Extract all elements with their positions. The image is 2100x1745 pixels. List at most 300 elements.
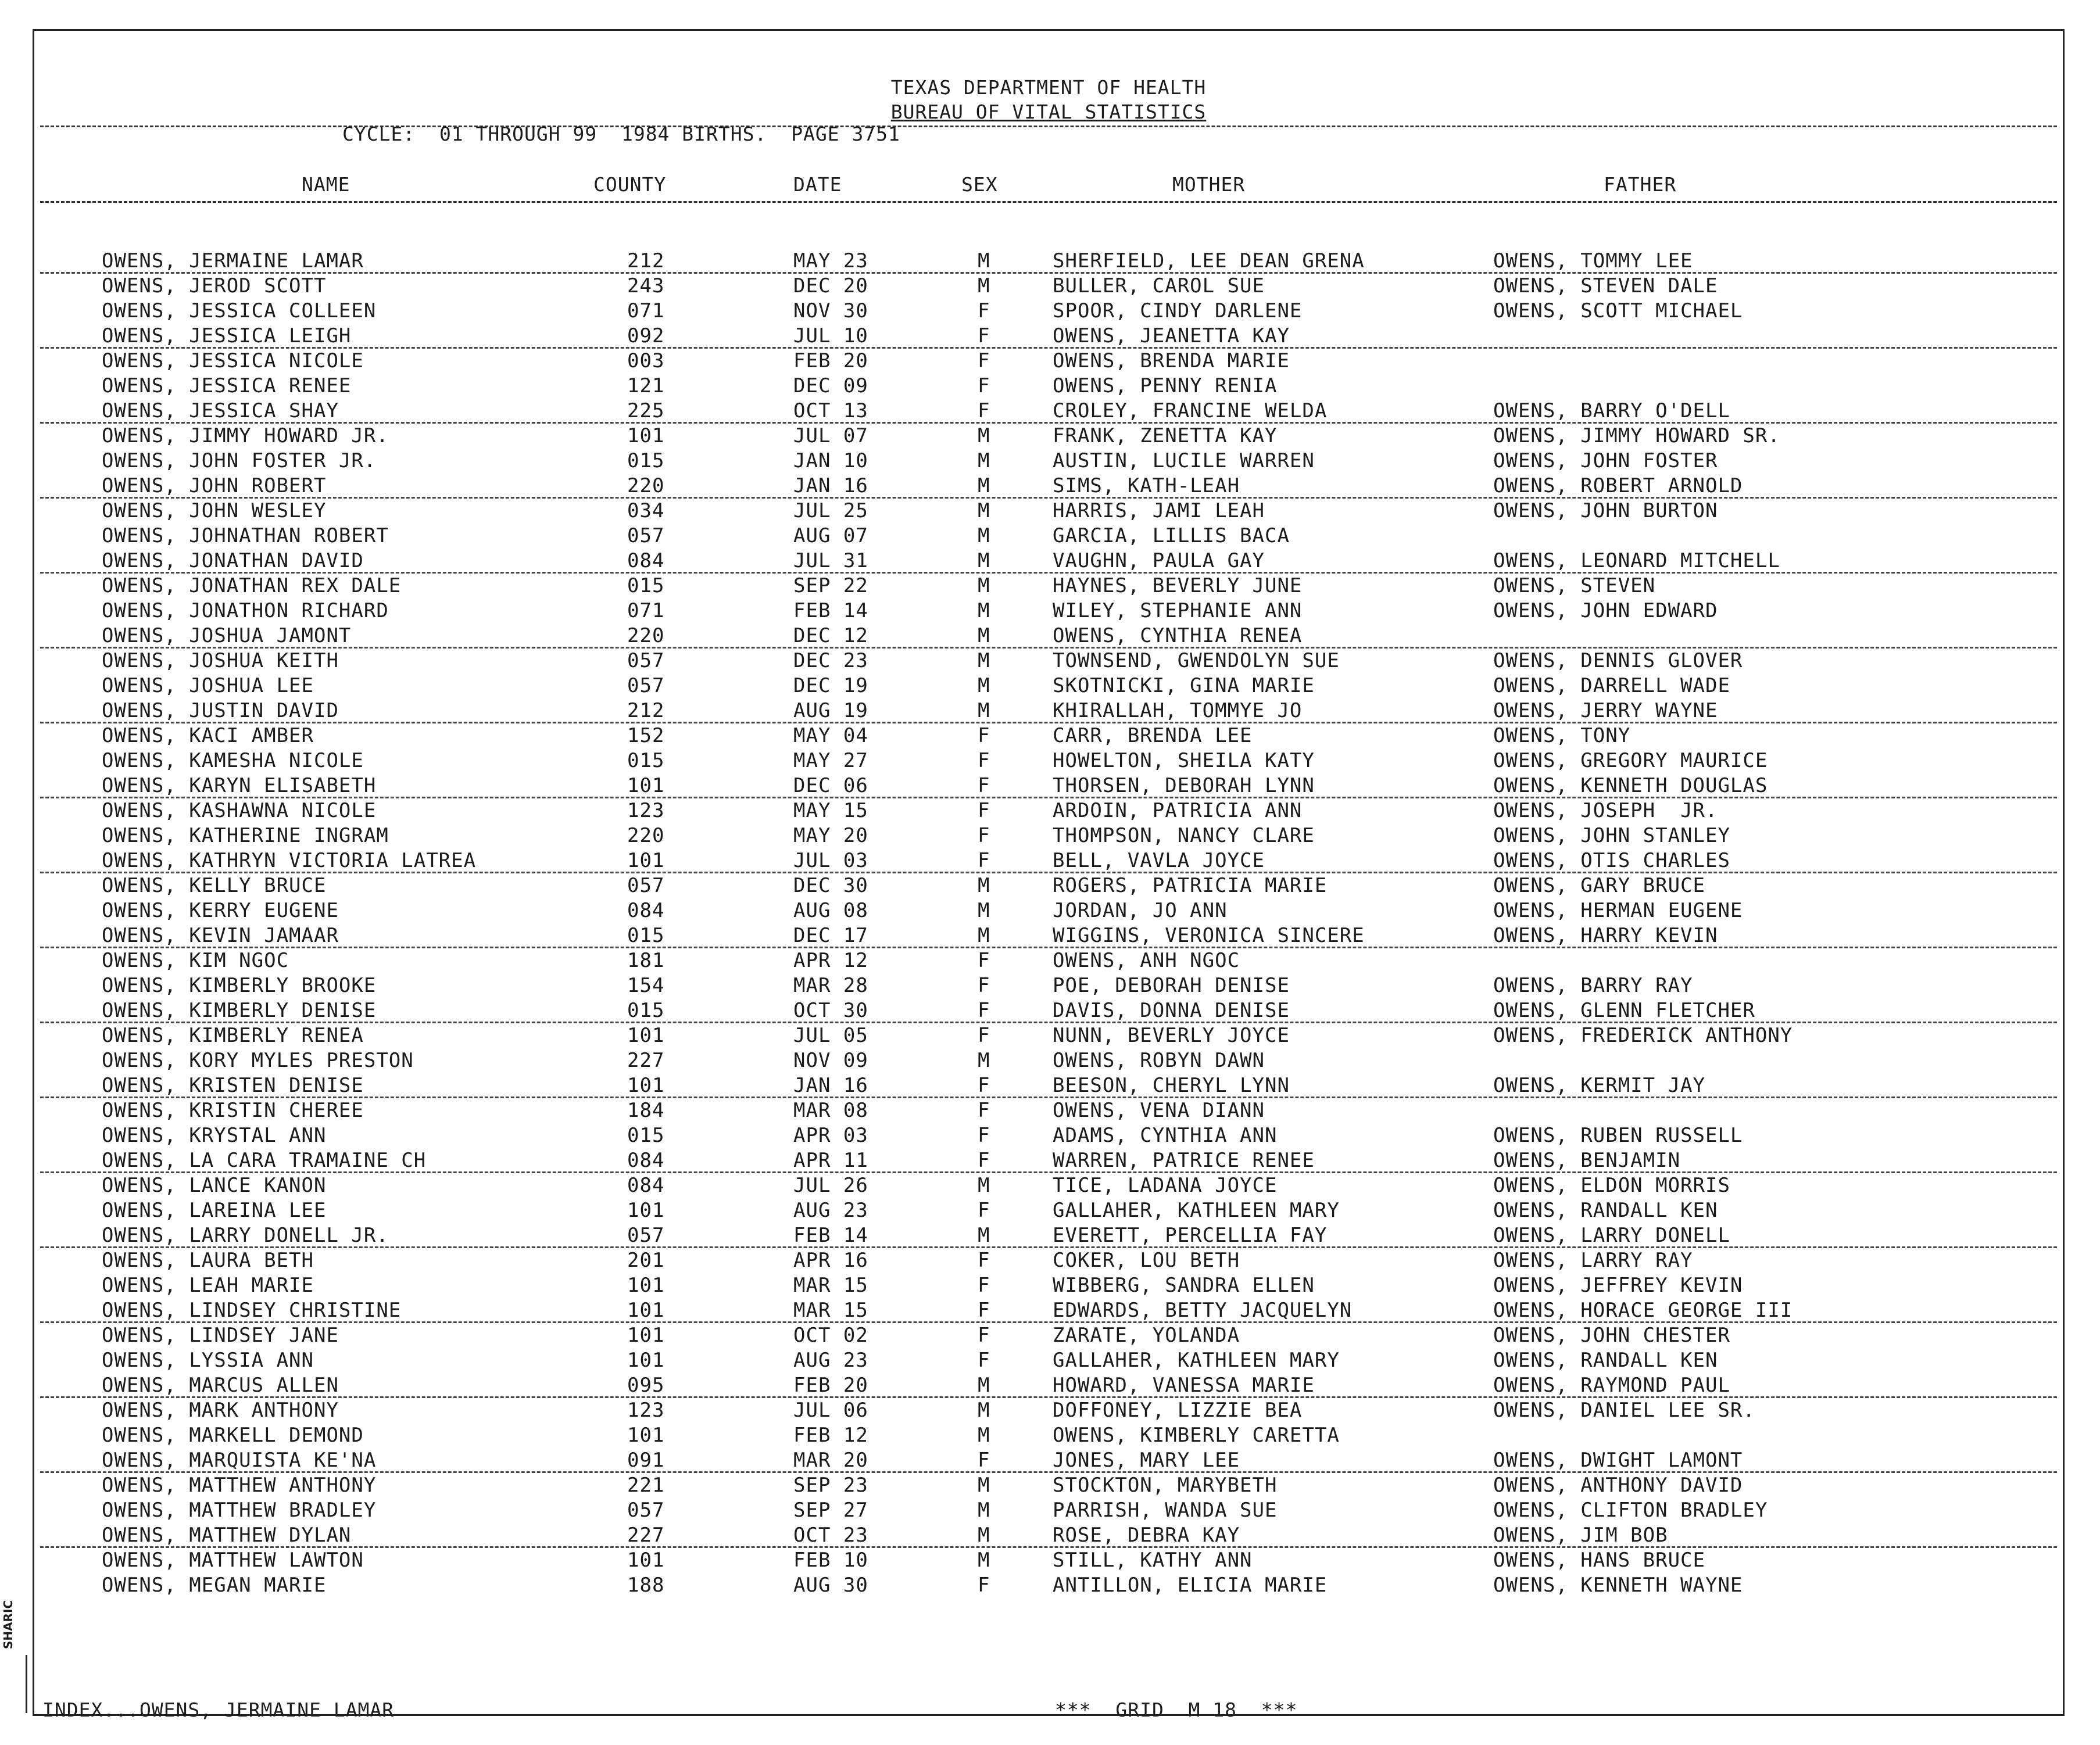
table-row bbox=[34, 449, 2063, 474]
cell-date: JAN 16 bbox=[793, 1074, 868, 1097]
cell-name: OWENS, JOHNATHAN ROBERT bbox=[102, 524, 389, 547]
cell-date: JUL 05 bbox=[793, 1024, 868, 1047]
cell-name: OWENS, LINDSEY JANE bbox=[102, 1324, 339, 1347]
cell-county: 243 bbox=[627, 274, 665, 298]
cell-sex: F bbox=[978, 1024, 990, 1047]
table-row bbox=[34, 324, 2063, 349]
cell-county: 015 bbox=[627, 999, 665, 1022]
cell-father: OWENS, KERMIT JAY bbox=[1493, 1074, 1705, 1097]
cell-date: OCT 02 bbox=[793, 1324, 868, 1347]
cell-sex: M bbox=[978, 1524, 990, 1547]
table-row bbox=[34, 1398, 2063, 1423]
cell-mother: OWENS, ANH NGOC bbox=[1053, 949, 1240, 972]
cell-county: 057 bbox=[627, 649, 665, 672]
cell-county: 220 bbox=[627, 474, 665, 497]
cell-sex: M bbox=[978, 1474, 990, 1497]
cell-county: 071 bbox=[627, 299, 665, 323]
cell-mother: BEESON, CHERYL LYNN bbox=[1053, 1074, 1290, 1097]
cell-mother: THORSEN, DEBORAH LYNN bbox=[1053, 774, 1315, 797]
cell-mother: GARCIA, LILLIS BACA bbox=[1053, 524, 1290, 547]
cell-date: OCT 23 bbox=[793, 1524, 868, 1547]
cell-father: OWENS, HERMAN EUGENE bbox=[1493, 899, 1743, 922]
cell-date: MAR 28 bbox=[793, 974, 868, 997]
cell-sex: F bbox=[978, 1149, 990, 1172]
table-row bbox=[34, 624, 2063, 648]
cell-sex: F bbox=[978, 1074, 990, 1097]
table-row bbox=[34, 1323, 2063, 1348]
cell-name: OWENS, JEROD SCOTT bbox=[102, 274, 327, 298]
cell-county: 188 bbox=[627, 1574, 665, 1597]
column-header-mother: MOTHER bbox=[1172, 173, 1246, 196]
cell-father: OWENS, RANDALL KEN bbox=[1493, 1349, 1718, 1372]
table-row bbox=[34, 998, 2063, 1023]
cell-county: 057 bbox=[627, 1224, 665, 1247]
cell-name: OWENS, MATTHEW BRADLEY bbox=[102, 1499, 377, 1522]
cell-name: OWENS, JONATHAN REX DALE bbox=[102, 574, 402, 597]
cell-name: OWENS, MATTHEW DYLAN bbox=[102, 1524, 352, 1547]
cell-father: OWENS, JIMMY HOWARD SR. bbox=[1493, 424, 1780, 447]
cell-date: JUL 26 bbox=[793, 1174, 868, 1197]
cell-sex: M bbox=[978, 524, 990, 547]
cell-father: OWENS, BARRY O'DELL bbox=[1493, 399, 1730, 422]
cell-date: DEC 30 bbox=[793, 874, 868, 897]
cell-date: MAY 15 bbox=[793, 799, 868, 822]
cell-mother: GALLAHER, KATHLEEN MARY bbox=[1053, 1349, 1340, 1372]
table-row bbox=[34, 1173, 2063, 1198]
cell-name: OWENS, KIM NGOC bbox=[102, 949, 289, 972]
cell-name: OWENS, LINDSEY CHRISTINE bbox=[102, 1299, 402, 1322]
cell-sex: M bbox=[978, 1424, 990, 1447]
cell-mother: VAUGHN, PAULA GAY bbox=[1053, 549, 1265, 572]
column-header-divider bbox=[40, 201, 2057, 203]
cell-father: OWENS, GREGORY MAURICE bbox=[1493, 749, 1768, 772]
table-row bbox=[34, 648, 2063, 673]
cell-name: OWENS, LYSSIA ANN bbox=[102, 1349, 314, 1372]
cell-sex: M bbox=[978, 474, 990, 497]
table-row bbox=[34, 1073, 2063, 1098]
cell-county: 015 bbox=[627, 449, 665, 472]
cell-county: 015 bbox=[627, 924, 665, 947]
cell-date: MAR 08 bbox=[793, 1099, 868, 1122]
table-row bbox=[34, 673, 2063, 698]
cell-name: OWENS, JOHN ROBERT bbox=[102, 474, 327, 497]
cell-date: DEC 06 bbox=[793, 774, 868, 797]
cell-name: OWENS, JESSICA LEIGH bbox=[102, 324, 352, 347]
cell-mother: ROSE, DEBRA KAY bbox=[1053, 1524, 1240, 1547]
cell-sex: F bbox=[978, 1324, 990, 1347]
cell-county: 092 bbox=[627, 324, 665, 347]
cell-sex: F bbox=[978, 349, 990, 372]
cell-date: MAR 20 bbox=[793, 1449, 868, 1472]
table-row bbox=[34, 1223, 2063, 1248]
cell-sex: M bbox=[978, 574, 990, 597]
table-row bbox=[34, 1523, 2063, 1548]
cell-mother: WIBBERG, SANDRA ELLEN bbox=[1053, 1274, 1315, 1297]
table-row bbox=[34, 798, 2063, 823]
cell-county: 220 bbox=[627, 624, 665, 647]
cell-county: 071 bbox=[627, 599, 665, 622]
table-row bbox=[34, 923, 2063, 948]
cell-mother: OWENS, PENNY RENIA bbox=[1053, 374, 1278, 397]
cell-father: OWENS, RUBEN RUSSELL bbox=[1493, 1124, 1743, 1147]
cell-date: MAY 04 bbox=[793, 724, 868, 747]
cell-name: OWENS, JIMMY HOWARD JR. bbox=[102, 424, 389, 447]
cell-county: 003 bbox=[627, 349, 665, 372]
cell-name: OWENS, KIMBERLY RENEA bbox=[102, 1024, 364, 1047]
cell-name: OWENS, KORY MYLES PRESTON bbox=[102, 1049, 414, 1072]
cell-father: OWENS, HANS BRUCE bbox=[1493, 1549, 1705, 1572]
cell-sex: F bbox=[978, 1199, 990, 1222]
table-row bbox=[34, 1023, 2063, 1048]
cell-county: 181 bbox=[627, 949, 665, 972]
cell-father: OWENS, JERRY WAYNE bbox=[1493, 699, 1718, 722]
cell-name: OWENS, JOHN WESLEY bbox=[102, 499, 327, 522]
cell-sex: F bbox=[978, 849, 990, 872]
cell-father: OWENS, TONY bbox=[1493, 724, 1631, 747]
cell-name: OWENS, KATHRYN VICTORIA LATREA bbox=[102, 849, 477, 872]
table-row bbox=[34, 274, 2063, 299]
table-row bbox=[34, 948, 2063, 973]
cell-date: FEB 12 bbox=[793, 1424, 868, 1447]
cell-date: JAN 16 bbox=[793, 474, 868, 497]
table-row bbox=[34, 499, 2063, 524]
cell-date: APR 03 bbox=[793, 1124, 868, 1147]
cell-sex: F bbox=[978, 1124, 990, 1147]
cell-sex: F bbox=[978, 399, 990, 422]
cell-sex: M bbox=[978, 924, 990, 947]
cell-sex: M bbox=[978, 599, 990, 622]
page-frame bbox=[33, 29, 2065, 1721]
cell-father: OWENS, JOHN STANLEY bbox=[1493, 824, 1730, 847]
table-row bbox=[34, 574, 2063, 599]
cell-county: 101 bbox=[627, 1199, 665, 1222]
cell-mother: COKER, LOU BETH bbox=[1053, 1249, 1240, 1272]
cell-county: 057 bbox=[627, 1499, 665, 1522]
cell-date: FEB 20 bbox=[793, 349, 868, 372]
cell-name: OWENS, JONATHAN DAVID bbox=[102, 549, 364, 572]
cell-father: OWENS, ROBERT ARNOLD bbox=[1493, 474, 1743, 497]
cell-date: AUG 07 bbox=[793, 524, 868, 547]
cell-name: OWENS, KIMBERLY DENISE bbox=[102, 999, 377, 1022]
table-row bbox=[34, 1248, 2063, 1273]
table-row bbox=[34, 1198, 2063, 1223]
cell-county: 091 bbox=[627, 1449, 665, 1472]
cell-county: 101 bbox=[627, 424, 665, 447]
cell-sex: M bbox=[978, 674, 990, 697]
cell-county: 057 bbox=[627, 524, 665, 547]
cell-county: 095 bbox=[627, 1374, 665, 1397]
cell-county: 227 bbox=[627, 1524, 665, 1547]
cell-name: OWENS, MARCUS ALLEN bbox=[102, 1374, 339, 1397]
cell-father: OWENS, DWIGHT LAMONT bbox=[1493, 1449, 1743, 1472]
cell-name: OWENS, KATHERINE INGRAM bbox=[102, 824, 389, 847]
cell-name: OWENS, MEGAN MARIE bbox=[102, 1574, 327, 1597]
cell-sex: F bbox=[978, 824, 990, 847]
cell-father: OWENS, JOHN BURTON bbox=[1493, 499, 1718, 522]
cell-county: 084 bbox=[627, 1174, 665, 1197]
cell-sex: M bbox=[978, 1049, 990, 1072]
column-header-county: COUNTY bbox=[593, 173, 667, 196]
cell-county: 225 bbox=[627, 399, 665, 422]
cell-mother: SKOTNICKI, GINA MARIE bbox=[1053, 674, 1315, 697]
cell-sex: M bbox=[978, 1224, 990, 1247]
cell-date: DEC 12 bbox=[793, 624, 868, 647]
cell-father: OWENS, HORACE GEORGE III bbox=[1493, 1299, 1793, 1322]
cell-sex: F bbox=[978, 1449, 990, 1472]
cell-name: OWENS, JOSHUA KEITH bbox=[102, 649, 339, 672]
cell-mother: HARRIS, JAMI LEAH bbox=[1053, 499, 1265, 522]
cell-date: JUL 03 bbox=[793, 849, 868, 872]
cell-county: 084 bbox=[627, 549, 665, 572]
cell-father: OWENS, ELDON MORRIS bbox=[1493, 1174, 1730, 1197]
cell-mother: BELL, VAVLA JOYCE bbox=[1053, 849, 1265, 872]
cell-mother: JORDAN, JO ANN bbox=[1053, 899, 1228, 922]
cell-mother: FRANK, ZENETTA KAY bbox=[1053, 424, 1278, 447]
cell-sex: F bbox=[978, 774, 990, 797]
cell-mother: KHIRALLAH, TOMMYE JO bbox=[1053, 699, 1303, 722]
bureau-title: BUREAU OF VITAL STATISTICS bbox=[890, 101, 1207, 123]
cell-mother: POE, DEBORAH DENISE bbox=[1053, 974, 1290, 997]
cell-father: OWENS, LARRY RAY bbox=[1493, 1249, 1693, 1272]
cell-date: AUG 23 bbox=[793, 1199, 868, 1222]
cell-county: 201 bbox=[627, 1249, 665, 1272]
cell-name: OWENS, KRISTEN DENISE bbox=[102, 1074, 364, 1097]
cell-mother: SIMS, KATH-LEAH bbox=[1053, 474, 1240, 497]
cell-mother: OWENS, JEANETTA KAY bbox=[1053, 324, 1290, 347]
cell-mother: SHERFIELD, LEE DEAN GRENA bbox=[1053, 249, 1365, 273]
cell-father: OWENS, TOMMY LEE bbox=[1493, 249, 1693, 273]
cell-father: OWENS, OTIS CHARLES bbox=[1493, 849, 1730, 872]
cell-mother: AUSTIN, LUCILE WARREN bbox=[1053, 449, 1315, 472]
table-row bbox=[34, 1448, 2063, 1473]
cell-mother: JONES, MARY LEE bbox=[1053, 1449, 1240, 1472]
cell-county: 015 bbox=[627, 574, 665, 597]
table-row bbox=[34, 1048, 2063, 1073]
cell-father: OWENS, JEFFREY KEVIN bbox=[1493, 1274, 1743, 1297]
cell-father: OWENS, GLENN FLETCHER bbox=[1493, 999, 1755, 1022]
cell-mother: CROLEY, FRANCINE WELDA bbox=[1053, 399, 1328, 422]
cell-mother: EDWARDS, BETTY JACQUELYN bbox=[1053, 1299, 1353, 1322]
cell-mother: TICE, LADANA JOYCE bbox=[1053, 1174, 1278, 1197]
cell-date: APR 16 bbox=[793, 1249, 868, 1272]
cell-sex: F bbox=[978, 799, 990, 822]
cell-date: MAY 27 bbox=[793, 749, 868, 772]
cell-mother: HAYNES, BEVERLY JUNE bbox=[1053, 574, 1303, 597]
cell-father: OWENS, LEONARD MITCHELL bbox=[1493, 549, 1780, 572]
cell-sex: M bbox=[978, 1174, 990, 1197]
table-row bbox=[34, 1498, 2063, 1523]
cell-name: OWENS, LAURA BETH bbox=[102, 1249, 314, 1272]
cell-county: 101 bbox=[627, 1299, 665, 1322]
cell-sex: M bbox=[978, 249, 990, 273]
table-row bbox=[34, 474, 2063, 499]
cell-mother: ARDOIN, PATRICIA ANN bbox=[1053, 799, 1303, 822]
cell-sex: M bbox=[978, 874, 990, 897]
cell-name: OWENS, MATTHEW ANTHONY bbox=[102, 1474, 377, 1497]
cell-name: OWENS, KASHAWNA NICOLE bbox=[102, 799, 377, 822]
cell-county: 101 bbox=[627, 849, 665, 872]
table-row bbox=[34, 374, 2063, 399]
cell-sex: M bbox=[978, 1499, 990, 1522]
cell-father: OWENS, JOHN CHESTER bbox=[1493, 1324, 1730, 1347]
cell-sex: M bbox=[978, 1549, 990, 1572]
cell-mother: ZARATE, YOLANDA bbox=[1053, 1324, 1240, 1347]
column-header-date: DATE bbox=[793, 173, 842, 196]
cell-date: DEC 09 bbox=[793, 374, 868, 397]
cell-county: 101 bbox=[627, 1074, 665, 1097]
cell-date: AUG 19 bbox=[793, 699, 868, 722]
cell-mother: STILL, KATHY ANN bbox=[1053, 1549, 1253, 1572]
cell-name: OWENS, JESSICA RENEE bbox=[102, 374, 352, 397]
cell-date: SEP 23 bbox=[793, 1474, 868, 1497]
table-row bbox=[34, 1148, 2063, 1173]
cell-mother: OWENS, VENA DIANN bbox=[1053, 1099, 1265, 1122]
cell-date: FEB 10 bbox=[793, 1549, 868, 1572]
table-row bbox=[34, 848, 2063, 873]
cell-date: DEC 20 bbox=[793, 274, 868, 298]
grid-footer: *** GRID M 18 *** bbox=[1055, 1699, 1298, 1721]
cell-name: OWENS, JESSICA SHAY bbox=[102, 399, 339, 422]
table-row bbox=[34, 249, 2063, 274]
cell-date: APR 12 bbox=[793, 949, 868, 972]
cell-county: 015 bbox=[627, 749, 665, 772]
table-row bbox=[34, 1423, 2063, 1448]
cell-mother: SPOOR, CINDY DARLENE bbox=[1053, 299, 1303, 323]
cell-mother: OWENS, BRENDA MARIE bbox=[1053, 349, 1290, 372]
cell-father: OWENS, KENNETH DOUGLAS bbox=[1493, 774, 1768, 797]
cell-mother: ROGERS, PATRICIA MARIE bbox=[1053, 874, 1328, 897]
cell-name: OWENS, KAMESHA NICOLE bbox=[102, 749, 364, 772]
cell-sex: M bbox=[978, 624, 990, 647]
cell-father: OWENS, ANTHONY DAVID bbox=[1493, 1474, 1743, 1497]
cell-county: 101 bbox=[627, 1324, 665, 1347]
cell-county: 084 bbox=[627, 899, 665, 922]
table-row bbox=[34, 399, 2063, 424]
table-row bbox=[34, 1373, 2063, 1398]
cell-date: JUL 06 bbox=[793, 1399, 868, 1422]
cell-county: 123 bbox=[627, 1399, 665, 1422]
column-header-name: NAME bbox=[302, 173, 350, 196]
cell-sex: M bbox=[978, 649, 990, 672]
cell-date: AUG 30 bbox=[793, 1574, 868, 1597]
cell-county: 101 bbox=[627, 1274, 665, 1297]
cell-father: OWENS, JOHN EDWARD bbox=[1493, 599, 1718, 622]
table-row bbox=[34, 748, 2063, 773]
cell-sex: M bbox=[978, 899, 990, 922]
side-label: SHARIC bbox=[1, 1600, 15, 1649]
cell-county: 212 bbox=[627, 249, 665, 273]
cell-mother: OWENS, CYNTHIA RENEA bbox=[1053, 624, 1303, 647]
cell-county: 101 bbox=[627, 1424, 665, 1447]
cell-county: 121 bbox=[627, 374, 665, 397]
cell-name: OWENS, JERMAINE LAMAR bbox=[102, 249, 364, 273]
cell-father: OWENS, BENJAMIN bbox=[1493, 1149, 1681, 1172]
cell-date: JUL 25 bbox=[793, 499, 868, 522]
column-header-father: FATHER bbox=[1604, 173, 1677, 196]
cell-father: OWENS, KENNETH WAYNE bbox=[1493, 1574, 1743, 1597]
cell-sex: M bbox=[978, 274, 990, 298]
cell-father: OWENS, DANIEL LEE SR. bbox=[1493, 1399, 1755, 1422]
cell-mother: STOCKTON, MARYBETH bbox=[1053, 1474, 1278, 1497]
table-row bbox=[34, 823, 2063, 848]
cell-sex: M bbox=[978, 424, 990, 447]
table-row bbox=[34, 773, 2063, 798]
cell-mother: EVERETT, PERCELLIA FAY bbox=[1053, 1224, 1328, 1247]
cell-county: 152 bbox=[627, 724, 665, 747]
cell-county: 034 bbox=[627, 499, 665, 522]
cell-mother: WILEY, STEPHANIE ANN bbox=[1053, 599, 1303, 622]
cell-father: OWENS, RAYMOND PAUL bbox=[1493, 1374, 1730, 1397]
cell-date: AUG 08 bbox=[793, 899, 868, 922]
cell-date: FEB 14 bbox=[793, 1224, 868, 1247]
cell-date: FEB 20 bbox=[793, 1374, 868, 1397]
cell-date: MAY 23 bbox=[793, 249, 868, 273]
cell-name: OWENS, KRYSTAL ANN bbox=[102, 1124, 327, 1147]
cell-name: OWENS, JONATHON RICHARD bbox=[102, 599, 389, 622]
cell-sex: F bbox=[978, 1274, 990, 1297]
cell-mother: PARRISH, WANDA SUE bbox=[1053, 1499, 1278, 1522]
cell-county: 184 bbox=[627, 1099, 665, 1122]
cell-sex: M bbox=[978, 1399, 990, 1422]
table-row bbox=[34, 898, 2063, 923]
cell-county: 057 bbox=[627, 674, 665, 697]
cell-date: NOV 09 bbox=[793, 1049, 868, 1072]
cell-sex: F bbox=[978, 1299, 990, 1322]
cell-name: OWENS, JOSHUA JAMONT bbox=[102, 624, 352, 647]
cell-county: 227 bbox=[627, 1049, 665, 1072]
cell-mother: CARR, BRENDA LEE bbox=[1053, 724, 1253, 747]
cell-father: OWENS, RANDALL KEN bbox=[1493, 1199, 1718, 1222]
cell-sex: M bbox=[978, 549, 990, 572]
cell-mother: WIGGINS, VERONICA SINCERE bbox=[1053, 924, 1365, 947]
side-marker bbox=[26, 1655, 27, 1713]
table-row bbox=[34, 698, 2063, 723]
cell-county: 221 bbox=[627, 1474, 665, 1497]
cell-county: 101 bbox=[627, 774, 665, 797]
cell-father: OWENS, JOHN FOSTER bbox=[1493, 449, 1718, 472]
cell-date: DEC 19 bbox=[793, 674, 868, 697]
cycle-line: CYCLE: 01 THROUGH 99 1984 BIRTHS. PAGE 3751 bbox=[342, 123, 900, 145]
table-row bbox=[34, 549, 2063, 574]
cell-sex: F bbox=[978, 749, 990, 772]
cell-mother: TOWNSEND, GWENDOLYN SUE bbox=[1053, 649, 1340, 672]
table-row bbox=[34, 1298, 2063, 1323]
cell-name: OWENS, KARYN ELISABETH bbox=[102, 774, 377, 797]
cell-date: DEC 23 bbox=[793, 649, 868, 672]
table-row bbox=[34, 1123, 2063, 1148]
cell-name: OWENS, LA CARA TRAMAINE CH bbox=[102, 1149, 427, 1172]
table-row bbox=[34, 873, 2063, 898]
cell-sex: F bbox=[978, 1574, 990, 1597]
table-row bbox=[34, 1548, 2063, 1573]
cell-name: OWENS, LARRY DONELL JR. bbox=[102, 1224, 389, 1247]
cell-father: OWENS, JOSEPH JR. bbox=[1493, 799, 1718, 822]
cell-name: OWENS, LAREINA LEE bbox=[102, 1199, 327, 1222]
cell-mother: DAVIS, DONNA DENISE bbox=[1053, 999, 1290, 1022]
table-row bbox=[34, 1098, 2063, 1123]
cell-name: OWENS, JOSHUA LEE bbox=[102, 674, 314, 697]
cell-mother: THOMPSON, NANCY CLARE bbox=[1053, 824, 1315, 847]
cell-county: 123 bbox=[627, 799, 665, 822]
cell-sex: F bbox=[978, 374, 990, 397]
table-row bbox=[34, 973, 2063, 998]
cell-father: OWENS, HARRY KEVIN bbox=[1493, 924, 1718, 947]
cell-father: OWENS, DENNIS GLOVER bbox=[1493, 649, 1743, 672]
cell-sex: M bbox=[978, 1374, 990, 1397]
cell-name: OWENS, KIMBERLY BROOKE bbox=[102, 974, 377, 997]
cell-date: MAR 15 bbox=[793, 1299, 868, 1322]
cell-name: OWENS, MARQUISTA KE'NA bbox=[102, 1449, 377, 1472]
